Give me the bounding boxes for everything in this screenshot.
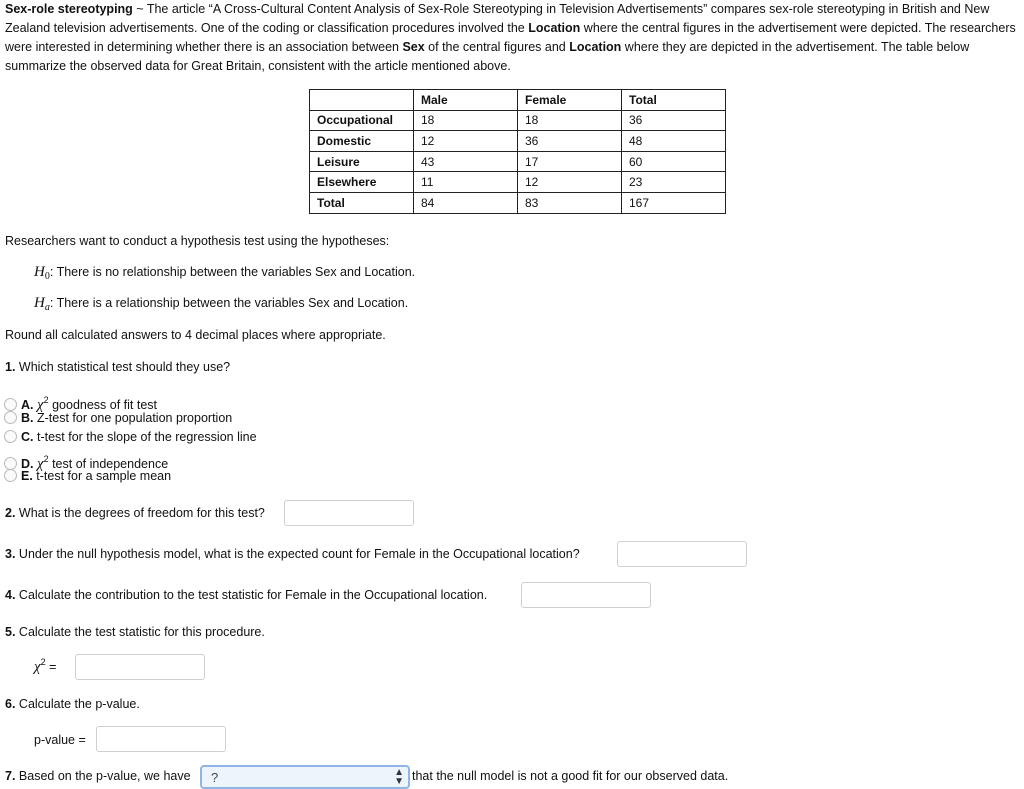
- degrees-of-freedom-input[interactable]: [284, 500, 414, 526]
- question-5: [5, 625, 265, 639]
- table-header-row: [310, 90, 726, 111]
- question-number: 5.: [5, 625, 16, 639]
- problem-title: Sex-role stereotyping: [5, 2, 133, 16]
- select-value: ?: [211, 770, 219, 785]
- chi-symbol: χ: [36, 397, 44, 413]
- option-letter: E.: [21, 469, 33, 483]
- table-header-cell: Female: [518, 90, 622, 111]
- row-header: Occupational: [310, 110, 414, 131]
- p-value-label: p-value =: [34, 733, 86, 747]
- h0-symbol: H: [34, 264, 45, 280]
- table-cell: 12: [414, 131, 518, 152]
- table-header-cell: Total: [622, 90, 726, 111]
- question-text: Based on the p-value, we have: [15, 769, 191, 783]
- null-hypothesis: [34, 264, 415, 282]
- alternative-hypothesis: [34, 295, 408, 313]
- radio-button[interactable]: [4, 469, 17, 482]
- intro-text: ~ The article “A Cross-Cultural Content Analysis of Sex-Role Stereotyping in Television Advertisements” compares sex-role stereotyping in British and New Zealand television advertisements. One of the coding or classification procedures involved the: [5, 2, 990, 35]
- superscript: 2: [40, 657, 46, 667]
- table-cell: 36: [518, 131, 622, 152]
- radio-button[interactable]: [4, 411, 17, 424]
- question-number: 4.: [5, 588, 16, 602]
- question-text: Calculate the contribution to the test statistic for Female in the Occupational location.: [15, 588, 488, 602]
- row-header: Total: [310, 192, 414, 213]
- ha-text: : There is a relationship between the variables Sex and Location.: [49, 296, 409, 310]
- table-row: [310, 172, 726, 193]
- ha-subscript: a: [44, 302, 50, 313]
- intro-text: where the central figures in the advertisement were depicted. The researchers were interested in determining whether there is an association between: [5, 21, 1016, 54]
- question-text: Calculate the p-value.: [15, 697, 140, 711]
- table-cell: 11: [414, 172, 518, 193]
- question-text: What is the degrees of freedom for this test?: [15, 506, 265, 520]
- test-statistic-input[interactable]: [75, 654, 205, 680]
- contribution-input[interactable]: [521, 582, 651, 608]
- question-number: 7.: [5, 769, 16, 783]
- question-text: Under the null hypothesis model, what is the expected count for Female in the Occupational location?: [15, 547, 580, 561]
- option-a[interactable]: [4, 391, 158, 413]
- table-cell: 83: [518, 192, 622, 213]
- table-cell: 18: [414, 110, 518, 131]
- question-number: 6.: [5, 697, 16, 711]
- observed-data-table: [309, 89, 726, 214]
- question-3: [5, 547, 580, 561]
- option-letter: B.: [21, 411, 34, 425]
- researchers-text: Researchers want to conduct a hypothesis test using the hypotheses:: [5, 234, 390, 248]
- option-label: test of independence: [48, 457, 169, 471]
- table-cell: 167: [622, 192, 726, 213]
- row-header: Leisure: [310, 151, 414, 172]
- h0-subscript: 0: [44, 271, 50, 282]
- rounding-instruction: Round all calculated answers to 4 decimal places where appropriate.: [5, 328, 386, 342]
- problem-intro: [5, 0, 1019, 76]
- table-cell: 23: [622, 172, 726, 193]
- p-value-input[interactable]: [96, 726, 226, 752]
- option-label: goodness of fit test: [48, 398, 158, 412]
- table-cell: 60: [622, 151, 726, 172]
- table-cell: 12: [518, 172, 622, 193]
- table-cell: 43: [414, 151, 518, 172]
- intro-text: of the central figures and: [424, 40, 570, 54]
- table-cell: 48: [622, 131, 726, 152]
- question-4: [5, 588, 487, 602]
- intro-text: where they are depicted in the advertisement. The table below summarize the observed data for Great Britain, consistent with the article mentioned above.: [5, 40, 970, 73]
- intro-bold-location: Location: [528, 21, 581, 35]
- row-header: Elsewhere: [310, 172, 414, 193]
- expected-count-input[interactable]: [617, 541, 747, 567]
- chi-symbol: χ: [36, 456, 44, 472]
- question-text: Calculate the test statistic for this procedure.: [15, 625, 265, 639]
- question-2: [5, 506, 265, 520]
- h0-text: : There is no relationship between the variables Sex and Location.: [49, 265, 416, 279]
- question-6: [5, 697, 140, 711]
- question-number: 3.: [5, 547, 16, 561]
- equals-sign: =: [45, 660, 57, 674]
- evidence-select[interactable]: [200, 765, 410, 789]
- row-header: Domestic: [310, 131, 414, 152]
- option-c[interactable]: [4, 428, 257, 446]
- table-total-row: [310, 192, 726, 213]
- table-cell: 17: [518, 151, 622, 172]
- table-cell: 84: [414, 192, 518, 213]
- option-d[interactable]: [4, 450, 169, 472]
- question-number: 1.: [5, 360, 16, 374]
- superscript: 2: [43, 395, 49, 405]
- table-header-cell: Male: [414, 90, 518, 111]
- select-arrows-icon: ▲ ▼: [394, 767, 404, 787]
- option-letter: D.: [21, 457, 34, 471]
- table-row: [310, 131, 726, 152]
- question-7-continuation: that the null model is not a good fit for our observed data.: [412, 769, 729, 783]
- question-1: [5, 360, 230, 374]
- intro-bold-sex: Sex: [402, 40, 425, 54]
- table-row: [310, 151, 726, 172]
- chi-symbol: χ: [34, 659, 41, 675]
- ha-symbol: H: [34, 295, 45, 311]
- option-e[interactable]: [4, 467, 171, 485]
- table-cell: 36: [622, 110, 726, 131]
- table-cell: 18: [518, 110, 622, 131]
- question-text: Which statistical test should they use?: [15, 360, 231, 374]
- option-label: t-test for a sample mean: [32, 469, 172, 483]
- option-letter: A.: [21, 398, 34, 412]
- table-corner-cell: [310, 90, 414, 111]
- option-b[interactable]: [4, 409, 232, 427]
- test-statistic-label: [34, 657, 56, 676]
- superscript: 2: [43, 454, 49, 464]
- option-letter: C.: [21, 430, 34, 444]
- radio-button[interactable]: [4, 430, 17, 443]
- table-row: [310, 110, 726, 131]
- option-label: t-test for the slope of the regression line: [33, 430, 257, 444]
- question-number: 2.: [5, 506, 16, 520]
- option-label: Z-test for one population proportion: [33, 411, 233, 425]
- question-7: [5, 769, 191, 783]
- intro-bold-location: Location: [569, 40, 622, 54]
